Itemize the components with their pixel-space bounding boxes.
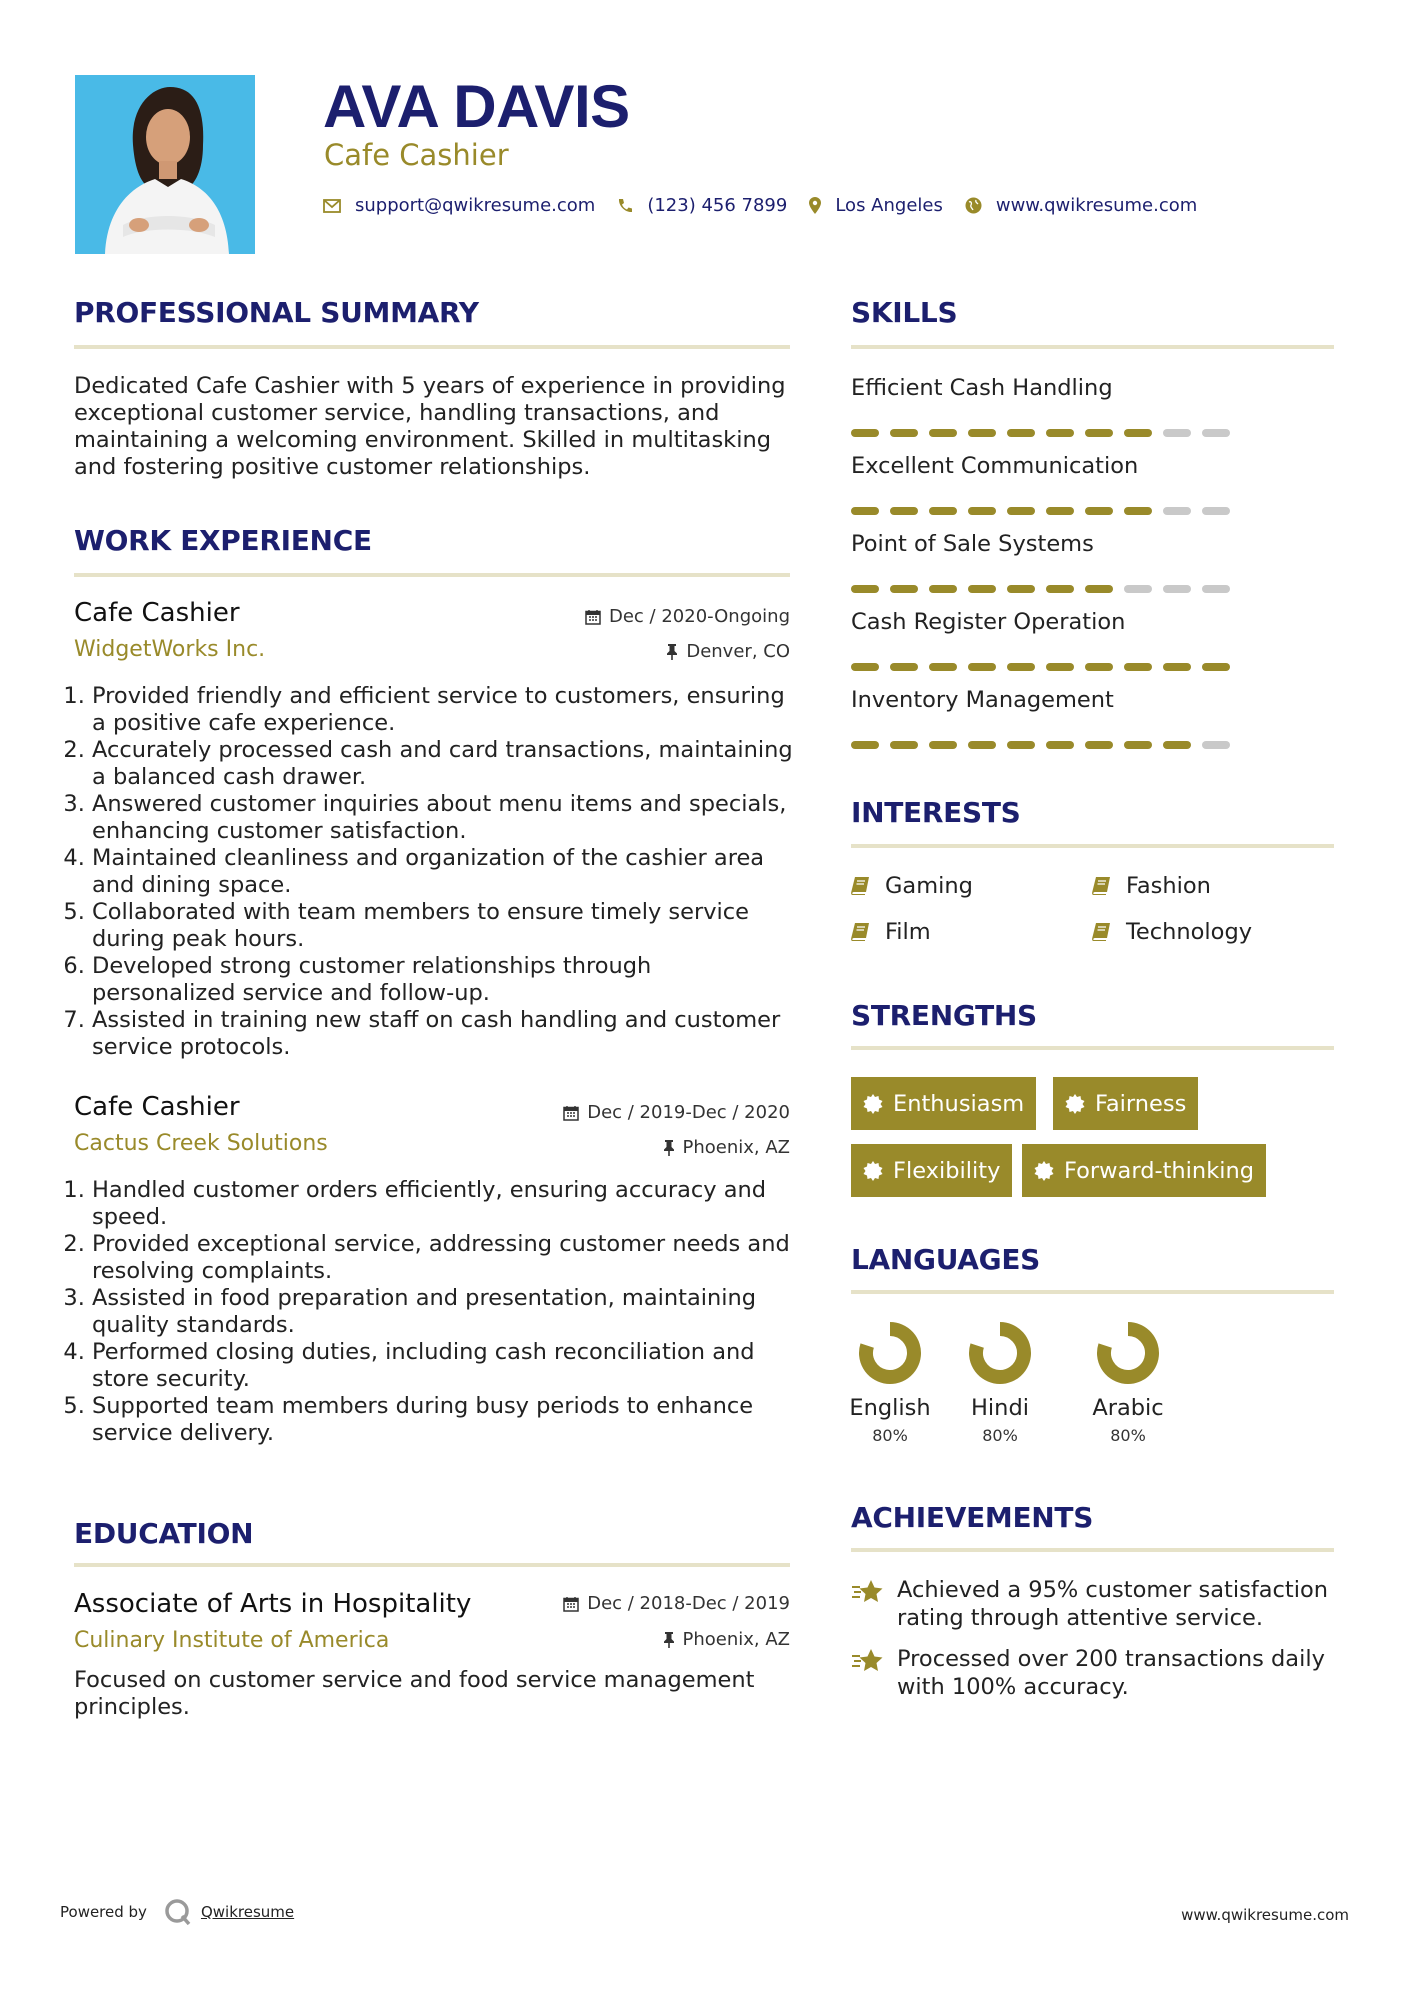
skill-dash-filled	[890, 507, 918, 515]
badge-icon	[863, 1161, 883, 1181]
skill-dash-filled	[890, 663, 918, 671]
skill-dash-filled	[1085, 429, 1113, 437]
skill-dash-filled	[1046, 585, 1074, 593]
job-dates-text: Dec / 2019-Dec / 2020	[587, 1102, 790, 1123]
skill-dash-filled	[890, 585, 918, 593]
education-location-text: Phoenix, AZ	[682, 1629, 790, 1650]
strength-label: Enthusiasm	[893, 1090, 1025, 1117]
job-title: Cafe Cashier	[74, 598, 240, 628]
language-name: Hindi	[971, 1395, 1029, 1421]
list-item: 4. Maintained cleanliness and organization of the cashier area and dining space.	[92, 845, 800, 899]
pushpin-icon	[666, 644, 678, 660]
strength-tag	[1053, 1077, 1198, 1130]
skill-dash-filled	[1085, 741, 1113, 749]
skill-dash-filled	[1085, 507, 1113, 515]
skill-level-bar	[851, 507, 1331, 515]
strength-label: Fairness	[1095, 1090, 1187, 1117]
language-name: Arabic	[1092, 1395, 1164, 1421]
skill-item	[851, 686, 1331, 749]
language-item	[1073, 1318, 1183, 1445]
phone-icon	[617, 198, 633, 214]
skill-dash-filled	[851, 663, 879, 671]
skill-level-bar	[851, 429, 1331, 437]
skill-dash-filled	[929, 429, 957, 437]
skill-dash-filled	[1007, 585, 1035, 593]
list-item: 3. Assisted in food preparation and presentation, maintaining quality standards.	[92, 1285, 800, 1339]
skills-heading: SKILLS	[851, 296, 958, 329]
list-item: 5. Collaborated with team members to ensure timely service during peak hours.	[92, 899, 800, 953]
interest-item	[1092, 918, 1252, 946]
skill-level-bar	[851, 741, 1331, 749]
skill-dash-filled	[1046, 429, 1074, 437]
globe-icon	[965, 197, 982, 214]
education-dates	[563, 1593, 790, 1615]
skill-dash-filled	[968, 741, 996, 749]
summary-divider	[74, 345, 790, 349]
degree-title: Associate of Arts in Hospitality	[74, 1589, 472, 1619]
skills-divider	[851, 345, 1334, 349]
skill-dash-filled	[851, 741, 879, 749]
education-divider	[74, 1563, 790, 1567]
skill-dash-empty	[1163, 429, 1191, 437]
badge-icon	[1034, 1161, 1054, 1181]
skill-dash-filled	[1007, 663, 1035, 671]
contact-location	[809, 195, 943, 216]
skill-dash-filled	[968, 585, 996, 593]
job-location	[666, 641, 790, 663]
achievement-text: Achieved a 95% customer satisfaction rating through attentive service.	[897, 1577, 1329, 1631]
pushpin-icon	[663, 1632, 675, 1648]
book-icon	[851, 876, 871, 896]
skill-dash-filled	[1085, 585, 1113, 593]
calendar-icon	[563, 1105, 579, 1121]
achievement-text: Processed over 200 transactions daily with 100% accuracy.	[897, 1646, 1325, 1700]
education-location	[663, 1629, 791, 1651]
education-heading: EDUCATION	[74, 1517, 254, 1550]
job-dates-text: Dec / 2020-Ongoing	[609, 606, 790, 627]
book-icon	[1092, 922, 1112, 942]
star-icon	[851, 1578, 885, 1606]
badge-icon	[863, 1094, 883, 1114]
language-progress-arc	[866, 1329, 914, 1377]
list-item: 5. Supported team members during busy periods to enhance service delivery.	[92, 1393, 800, 1447]
summary-heading: PROFESSIONAL SUMMARY	[74, 296, 479, 329]
book-icon	[1092, 876, 1112, 896]
job-1-duties	[74, 683, 800, 1061]
language-progress-ring	[1093, 1318, 1163, 1388]
job-location-text: Phoenix, AZ	[682, 1137, 790, 1158]
skill-dash-empty	[1163, 585, 1191, 593]
language-item	[835, 1318, 945, 1445]
list-item: 4. Performed closing duties, including cash reconciliation and store security.	[92, 1339, 800, 1393]
map-pin-icon	[809, 197, 821, 214]
profile-photo	[75, 75, 255, 254]
job-2-duties	[74, 1177, 800, 1447]
skill-dash-filled	[968, 429, 996, 437]
language-progress-arc	[976, 1329, 1024, 1377]
skill-item	[851, 374, 1331, 437]
strength-tag	[1022, 1144, 1266, 1197]
phone-text: (123) 456 7899	[647, 195, 788, 216]
achievement-item	[851, 1576, 1357, 1632]
interest-item	[851, 872, 973, 900]
skill-name: Excellent Communication	[851, 453, 1139, 479]
contact-email[interactable]	[323, 195, 595, 216]
interests-divider	[851, 844, 1334, 848]
candidate-title: Cafe Cashier	[324, 138, 509, 172]
skill-dash-filled	[929, 663, 957, 671]
contact-bar	[323, 195, 1219, 216]
skill-dash-filled	[1046, 741, 1074, 749]
skill-name: Efficient Cash Handling	[851, 375, 1113, 401]
skill-name: Point of Sale Systems	[851, 531, 1094, 557]
footer-website[interactable]: www.qwikresume.com	[1181, 1906, 1349, 1924]
candidate-name: AVA DAVIS	[323, 73, 630, 140]
skill-dash-filled	[1202, 663, 1230, 671]
language-progress-ring	[855, 1318, 925, 1388]
summary-text: Dedicated Cafe Cashier with 5 years of experience in providing exceptional customer service, handling transactions, and maintaining a welcoming environment. Skilled in multitasking and fostering positive customer relationships.	[74, 373, 786, 480]
interest-label: Film	[885, 919, 931, 945]
skill-dash-filled	[1085, 663, 1113, 671]
strength-tag	[851, 1077, 1036, 1130]
skill-dash-filled	[851, 507, 879, 515]
interest-item	[1092, 872, 1211, 900]
education-description: Focused on customer service and food service management principles.	[74, 1667, 755, 1720]
skill-item	[851, 452, 1331, 515]
job-title: Cafe Cashier	[74, 1092, 240, 1122]
interest-label: Technology	[1126, 919, 1253, 945]
skill-dash-empty	[1124, 585, 1152, 593]
skill-dash-filled	[1046, 663, 1074, 671]
language-progress-arc	[1104, 1329, 1152, 1377]
skill-dash-empty	[1202, 429, 1230, 437]
strength-label: Forward-thinking	[1064, 1157, 1255, 1184]
skill-level-bar	[851, 585, 1331, 593]
skill-dash-filled	[1046, 507, 1074, 515]
strengths-heading: STRENGTHS	[851, 999, 1037, 1032]
skill-dash-filled	[851, 429, 879, 437]
skill-dash-empty	[1163, 507, 1191, 515]
skill-dash-empty	[1202, 507, 1230, 515]
interest-item	[851, 918, 931, 946]
contact-website[interactable]	[965, 195, 1197, 216]
achievements-heading: ACHIEVEMENTS	[851, 1501, 1094, 1534]
powered-by-label: Powered by	[60, 1903, 147, 1921]
achievement-item	[851, 1645, 1357, 1701]
job-dates	[585, 606, 790, 628]
interest-label: Fashion	[1126, 873, 1211, 899]
skill-level-bar	[851, 663, 1331, 671]
star-icon	[851, 1647, 885, 1675]
list-item: 1. Handled customer orders efficiently, ensuring accuracy and speed.	[92, 1177, 800, 1231]
calendar-icon	[585, 609, 601, 625]
skill-dash-filled	[1124, 741, 1152, 749]
strengths-divider	[851, 1046, 1334, 1050]
list-item: 6. Developed strong customer relationships through personalized service and follow-up.	[92, 953, 800, 1007]
contact-phone[interactable]	[617, 195, 787, 216]
qwikresume-logo-icon	[163, 1897, 193, 1927]
skill-dash-filled	[890, 741, 918, 749]
job-company: WidgetWorks Inc.	[74, 637, 266, 662]
language-percent: 80%	[872, 1426, 908, 1445]
skill-dash-filled	[1007, 507, 1035, 515]
language-percent: 80%	[982, 1426, 1018, 1445]
strength-label: Flexibility	[893, 1157, 1001, 1184]
website-text: www.qwikresume.com	[995, 195, 1198, 216]
skill-dash-filled	[890, 429, 918, 437]
skill-dash-filled	[1007, 741, 1035, 749]
envelope-icon	[323, 199, 341, 213]
skill-dash-filled	[968, 507, 996, 515]
interests-heading: INTERESTS	[851, 796, 1021, 829]
book-icon	[851, 922, 871, 942]
skill-dash-filled	[1124, 507, 1152, 515]
school-name: Culinary Institute of America	[74, 1628, 390, 1653]
education-dates-text: Dec / 2018-Dec / 2019	[587, 1593, 790, 1614]
job-entry-2	[74, 1092, 790, 1172]
job-location	[663, 1137, 791, 1159]
languages-divider	[851, 1290, 1334, 1294]
job-dates	[563, 1102, 790, 1124]
skill-dash-filled	[1007, 429, 1035, 437]
skill-dash-filled	[929, 507, 957, 515]
skill-dash-filled	[1163, 741, 1191, 749]
list-item: 7. Assisted in training new staff on cash handling and customer service protocols.	[92, 1007, 800, 1061]
skill-dash-empty	[1202, 741, 1230, 749]
skill-name: Cash Register Operation	[851, 609, 1126, 635]
list-item: 1. Provided friendly and efficient service to customers, ensuring a positive cafe experience.	[92, 683, 800, 737]
experience-divider	[74, 573, 790, 577]
language-percent: 80%	[1110, 1426, 1146, 1445]
job-company: Cactus Creek Solutions	[74, 1131, 328, 1156]
skill-dash-filled	[929, 741, 957, 749]
skill-dash-filled	[929, 585, 957, 593]
language-name: English	[849, 1395, 931, 1421]
skill-dash-empty	[1202, 585, 1230, 593]
skill-dash-filled	[1163, 663, 1191, 671]
skill-dash-filled	[851, 585, 879, 593]
achievements-divider	[851, 1548, 1334, 1552]
skill-dash-filled	[1124, 429, 1152, 437]
experience-heading: WORK EXPERIENCE	[74, 524, 372, 557]
skill-dash-filled	[1124, 663, 1152, 671]
language-item	[945, 1318, 1055, 1445]
job-location-text: Denver, CO	[686, 641, 790, 662]
skill-name: Inventory Management	[851, 687, 1114, 713]
strength-tag	[851, 1144, 1012, 1197]
location-text: Los Angeles	[835, 195, 943, 216]
interest-label: Gaming	[885, 873, 973, 899]
skill-item	[851, 608, 1331, 671]
list-item: 3. Answered customer inquiries about menu items and specials, enhancing customer satisfaction.	[92, 791, 800, 845]
language-progress-ring	[965, 1318, 1035, 1388]
pushpin-icon	[663, 1140, 675, 1156]
email-text: support@qwikresume.com	[355, 195, 596, 216]
list-item: 2. Provided exceptional service, addressing customer needs and resolving complaints.	[92, 1231, 800, 1285]
powered-by	[60, 1897, 294, 1927]
skill-dash-filled	[968, 663, 996, 671]
languages-heading: LANGUAGES	[851, 1243, 1041, 1276]
job-entry-1	[74, 598, 790, 678]
calendar-icon	[563, 1596, 579, 1612]
qwikresume-link[interactable]: Qwikresume	[200, 1903, 295, 1921]
list-item: 2. Accurately processed cash and card transactions, maintaining a balanced cash drawer.	[92, 737, 800, 791]
skill-item	[851, 530, 1331, 593]
education-entry	[74, 1589, 790, 1669]
badge-icon	[1065, 1094, 1085, 1114]
